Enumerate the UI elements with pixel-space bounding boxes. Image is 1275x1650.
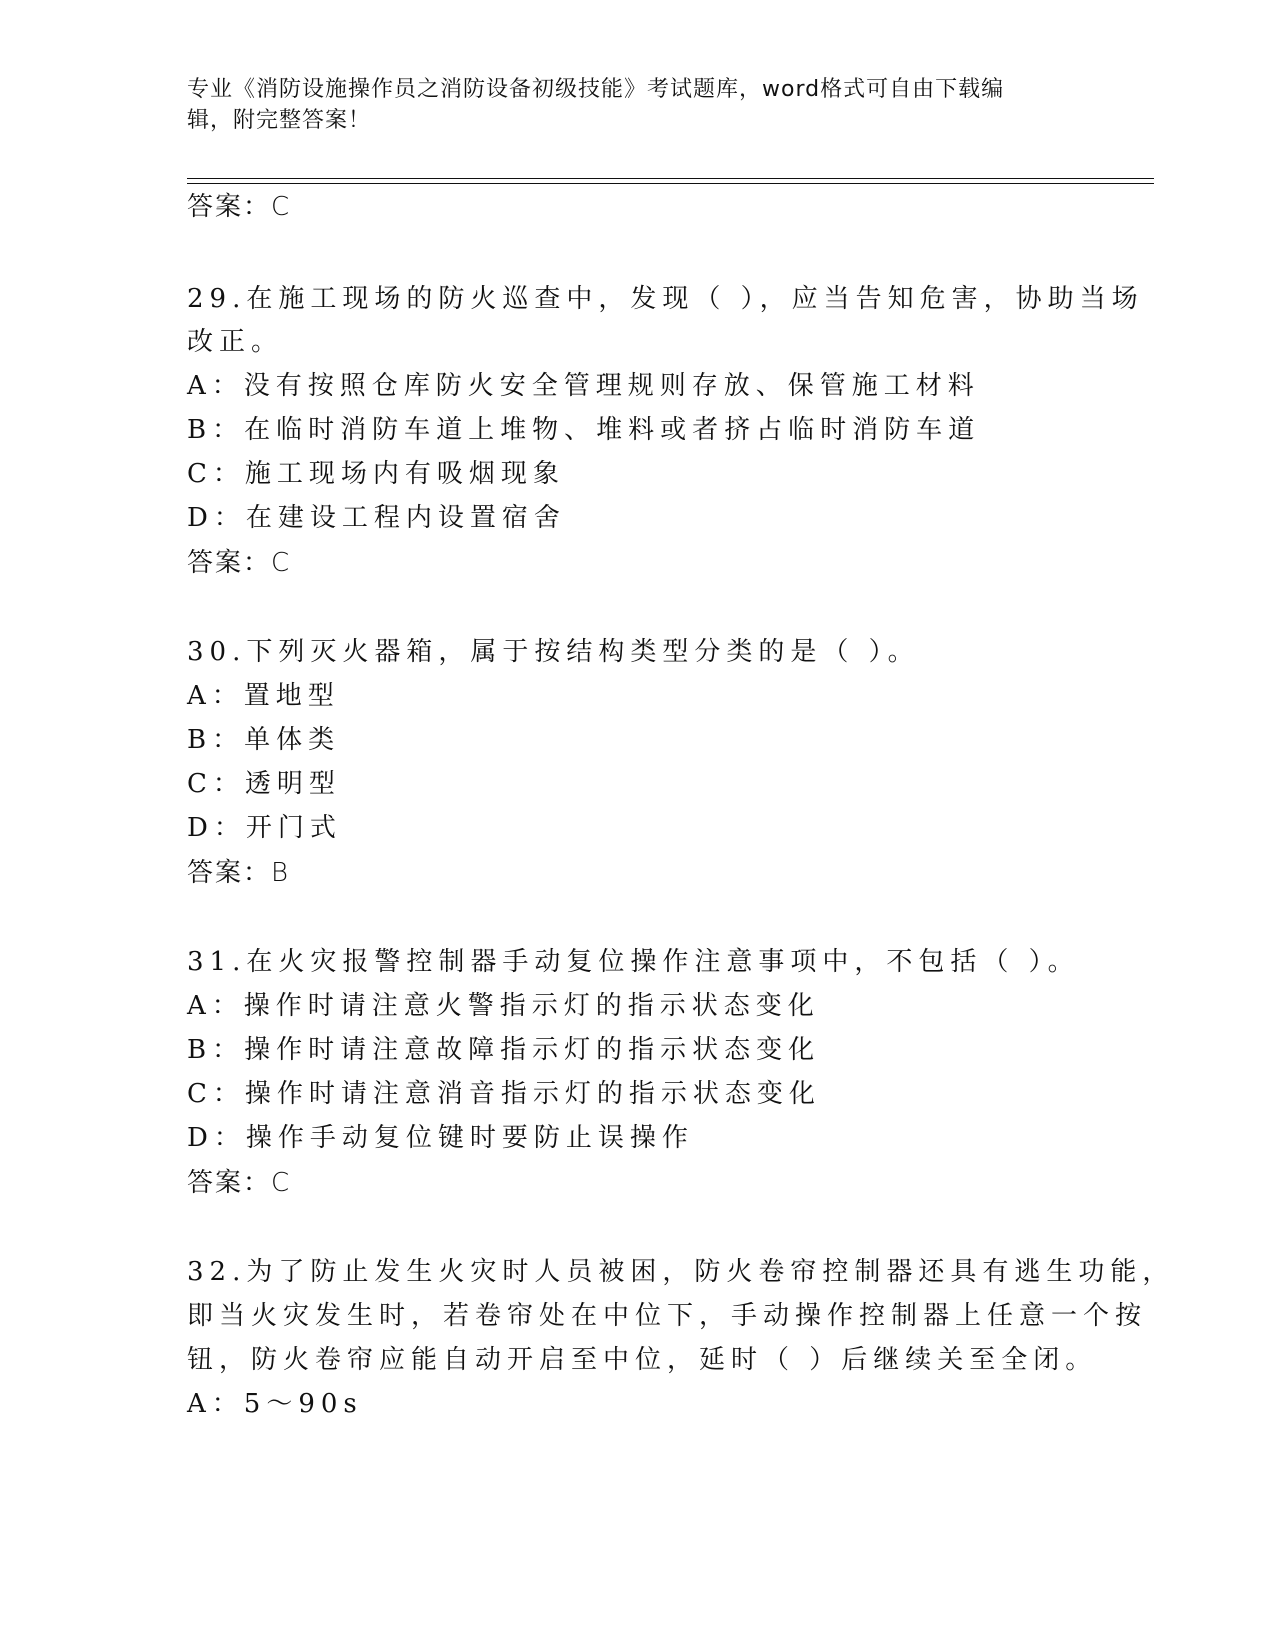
question-31-option-a: A：操作时请注意火警指示灯的指示状态变化 bbox=[187, 991, 820, 1021]
question-29-option-c: C：施工现场内有吸烟现象 bbox=[187, 459, 565, 489]
question-29-stem-line-1: 29.在施工现场的防火巡查中，发现（ ），应当告知危害，协助当场 bbox=[187, 284, 1144, 314]
header-line-2: 辑，附完整答案！ bbox=[187, 108, 372, 133]
header-divider-bottom bbox=[187, 183, 1154, 184]
question-29-option-d: D：在建设工程内设置宿舍 bbox=[187, 503, 566, 533]
question-30-option-b: B：单体类 bbox=[187, 725, 341, 755]
question-32-stem-line-1: 32.为了防止发生火灾时人员被困，防火卷帘控制器还具有逃生功能， bbox=[187, 1257, 1175, 1287]
question-29-option-b: B：在临时消防车道上堆物、堆料或者挤占临时消防车道 bbox=[187, 415, 981, 445]
question-32-option-a: A：5～90s bbox=[187, 1389, 363, 1419]
answer-30: 答案：B bbox=[187, 858, 291, 888]
question-31-option-b: B：操作时请注意故障指示灯的指示状态变化 bbox=[187, 1035, 821, 1065]
question-30-option-c: C：透明型 bbox=[187, 769, 341, 799]
question-32-stem-line-2: 即当火灾发生时，若卷帘处在中位下，手动操作控制器上任意一个按 bbox=[187, 1301, 1148, 1331]
question-32-stem-line-3: 钮，防火卷帘应能自动开启至中位，延时（ ）后继续关至全闭。 bbox=[187, 1345, 1098, 1375]
question-30-stem-line-1: 30.下列灭火器箱，属于按结构类型分类的是（ ）。 bbox=[187, 637, 920, 667]
question-29-option-a: A：没有按照仓库防火安全管理规则存放、保管施工材料 bbox=[187, 371, 980, 401]
question-30-option-d: D：开门式 bbox=[187, 813, 342, 843]
question-30-option-a: A：置地型 bbox=[187, 681, 340, 711]
answer-31: 答案：C bbox=[187, 1168, 292, 1198]
header-line-1: 专业《消防设施操作员之消防设备初级技能》考试题库，word格式可自由下载编 bbox=[187, 77, 1005, 102]
document-header bbox=[187, 74, 1087, 136]
question-29-stem-line-2: 改正。 bbox=[187, 327, 284, 357]
header-divider-top bbox=[187, 178, 1154, 179]
question-31-option-d: D：操作手动复位键时要防止误操作 bbox=[187, 1123, 694, 1153]
question-31-option-c: C：操作时请注意消音指示灯的指示状态变化 bbox=[187, 1079, 821, 1109]
question-31-stem-line-1: 31.在火灾报警控制器手动复位操作注意事项中，不包括（ ）。 bbox=[187, 947, 1080, 977]
answer-29: 答案：C bbox=[187, 548, 292, 578]
answer-28: 答案：C bbox=[187, 192, 292, 222]
